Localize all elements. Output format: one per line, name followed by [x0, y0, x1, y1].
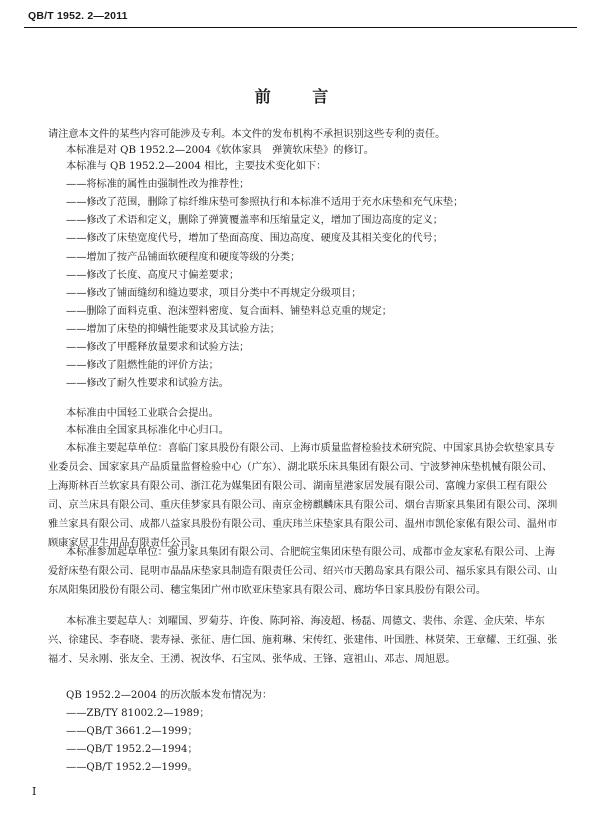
page-number: I — [32, 785, 37, 798]
intro-line: 本标准是对 QB 1952.2—2004《软体家具 弹簧软床垫》的修订。 — [66, 145, 375, 156]
history-item: ——QB/T 3661.2—1999； — [66, 726, 198, 737]
change-item: ——删除了面料克重、泡沫塑料密度、复合面料、铺垫料总克重的规定； — [66, 306, 392, 317]
change-item: ——修改了长度、高度尺寸偏差要求； — [66, 270, 240, 281]
main-drafters: 本标准主要起草人：刘曜国、罗菊芬、许俊、陈阿裕、海凌超、杨磊、周德文、裴伟、余霆、金庆荣、毕东兴、徐建民、李春晓、裴寿禄、张征、唐仁国、施莉琳、宋传红、张建伟、叶国胜、林贤荣、王章耀、王红强、张福才、吴永刚、张友全、王湧、祝汝华、石宝凤、张华成、王锋、寇祖山、邓志、周旭恩。 — [48, 616, 558, 665]
change-item: ——修改了甲醛释放量要求和试验方法； — [66, 342, 250, 353]
change-item: ——修改了耐久性要求和试验方法。 — [66, 378, 229, 389]
change-item: ——增加了按产品铺面软硬程度和硬度等级的分类； — [66, 252, 301, 263]
change-item: ——将标准的属性由强制性改为推荐性； — [66, 179, 250, 190]
main-drafting-units: 本标准主要起草单位：喜临门家具股份有限公司、上海市质量监督检验技术研究院、中国家具协会软垫家具专业委员会、国家家具产品质量监督检验中心（广东）、湖北联乐床具集团有限公司、宁波梦神床垫机械有限公司、上海斯林百兰软家具有限公司、浙江花为媒集团有限公司、湖南星港家居发展有限公司、富魄力家俱工程有限公司、京兰床具有限公司、重庆佳梦家具有限公司、南京金榜麒麟床具有限公司、烟台吉斯家具集团有限公司、深圳雅兰家具有限公司、成都八益家具股份有限公司、重庆玮兰床垫家具有限公司、温州市凯伦家俬有限公司、温州市顾康家居卫生用品有限责任公司。 — [48, 443, 558, 549]
history-item: ——ZB/TY 81002.2—1989； — [66, 708, 210, 719]
intro-line: 本标准与 QB 1952.2—2004 相比，主要技术变化如下： — [66, 161, 327, 172]
change-item: ——修改了术语和定义，删除了弹簧覆盖率和压缩量定义，增加了围边高度的定义； — [66, 215, 443, 226]
change-item: ——修改了范围，删除了棕纤维床垫可参照执行和本标准不适用于充水床垫和充气床垫； — [66, 197, 464, 208]
header-rule — [24, 27, 577, 28]
change-item: ——修改了阻燃性能的评价方法； — [66, 360, 219, 371]
standard-code-header: QB/T 1952. 2—2011 — [28, 10, 128, 22]
intro-line: 请注意本文件的某些内容可能涉及专利。本文件的发布机构不承担识别这些专利的责任。 — [48, 129, 446, 140]
participating-drafting-units: 本标准参加起草单位：强力家具集团有限公司、合肥皖宝集团床垫有限公司、成都市金友家私有限公司、上海爱舒床垫有限公司、昆明市晶晶床垫家具制造有限责任公司、绍兴市天鹅岛家具有限公司、福乐家具有限公司、山东凤阳集团股份有限公司、穗宝集团广州市欧亚床垫家具有限公司、廊坊华日家具股份有限公司。 — [48, 547, 558, 596]
change-item: ——修改了床垫宽度代号，增加了垫面高度、围边高度、硬度及其相关变化的代号； — [66, 233, 443, 244]
page-title: 前 言 — [254, 87, 347, 106]
change-item: ——修改了铺面缝纫和缝边要求，项目分类中不再规定分级项目； — [66, 288, 362, 299]
history-item: ——QB/T 1952.2—1999。 — [66, 762, 198, 773]
history-item: ——QB/T 1952.2—1994； — [66, 744, 198, 755]
centralized-statement: 本标准由全国家具标准化中心归口。 — [66, 425, 229, 436]
propose-statement: 本标准由中国轻工业联合会提出。 — [66, 408, 219, 419]
change-item: ——增加了床垫的抑螨性能要求及其试验方法； — [66, 324, 280, 335]
history-intro: QB 1952.2—2004 的历次版本发布情况为： — [66, 690, 273, 701]
